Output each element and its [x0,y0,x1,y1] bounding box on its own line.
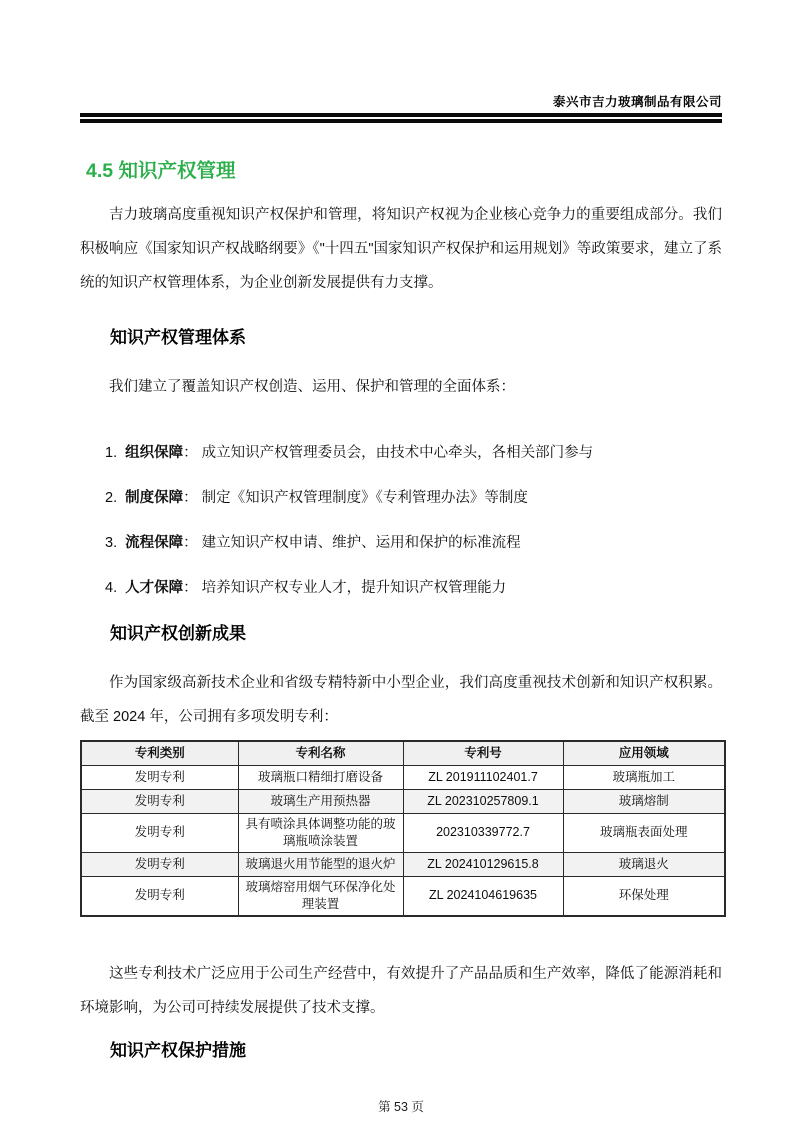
cell-patent-name: 具有喷涂具体调整功能的玻璃瓶喷涂装置 [238,813,403,852]
cell-application-field: 玻璃瓶表面处理 [563,813,725,852]
patent-table [80,740,726,917]
list-item [105,577,722,599]
list-item-number: 1. [105,444,118,461]
cell-patent-number: ZL 202410129615.8 [403,852,563,876]
list-item [105,442,722,464]
header-divider-bottom-line [80,119,722,123]
table-row [81,876,725,916]
cell-application-field: 玻璃熔制 [563,789,725,813]
subheading-management-system: 知识产权管理体系 [110,327,246,347]
cell-patent-name: 玻璃退火用节能型的退火炉 [238,852,403,876]
table-row [81,789,725,813]
list-item [105,487,722,509]
list-item-term: 流程保障 [125,534,184,551]
list-item-separator: ： [183,444,198,461]
list-item-number: 2. [105,489,118,506]
cell-patent-type: 发明专利 [81,813,238,852]
section-title: 4.5 知识产权管理 [86,159,236,182]
subheading-innovation-achievements: 知识产权创新成果 [110,623,246,643]
column-header-application-field: 应用领域 [563,741,725,766]
subheading-protection-measures: 知识产权保护措施 [110,1040,246,1060]
cell-patent-name: 玻璃生产用预热器 [238,789,403,813]
cell-patent-type: 发明专利 [81,876,238,916]
cell-patent-number: ZL 202310257809.1 [403,789,563,813]
list-item-number: 3. [105,534,118,551]
list-item-term: 组织保障 [125,444,184,461]
cell-patent-number: 202310339772.7 [403,813,563,852]
cell-patent-number: ZL 201911102401.7 [403,765,563,789]
cell-patent-number: ZL 2024104619635 [403,876,563,916]
company-name: 泰兴市吉力玻璃制品有限公司 [552,95,722,109]
cell-patent-name: 玻璃熔窑用烟气环保净化处理装置 [238,876,403,916]
cell-patent-name: 玻璃瓶口精细打磨设备 [238,765,403,789]
column-header-patent-number: 专利号 [403,741,563,766]
page-header [80,0,722,123]
cell-application-field: 玻璃退火 [563,852,725,876]
innovation-lead-paragraph: 作为国家级高新技术企业和省级专精特新中小型企业，我们高度重视技术创新和知识产权积累。截至 2024 年，公司拥有多项发明专利： [80,674,722,725]
list-item-description: 制定《知识产权管理制度》《专利管理办法》等制度 [201,489,528,506]
list-item-number: 4. [105,579,118,596]
page-number: 第 53 页 [378,1099,424,1114]
header-divider [80,113,722,123]
cell-application-field: 环保处理 [563,876,725,916]
patent-table-header-row [81,741,725,766]
column-header-patent-type: 专利类别 [81,741,238,766]
table-row [81,852,725,876]
table-row [81,813,725,852]
patent-table-container [80,740,722,917]
list-item-term: 人才保障 [125,579,184,596]
table-row [81,765,725,789]
cell-patent-type: 发明专利 [81,789,238,813]
column-header-patent-name: 专利名称 [238,741,403,766]
cell-patent-type: 发明专利 [81,852,238,876]
system-lead-paragraph: 我们建立了覆盖知识产权创造、运用、保护和管理的全面体系： [109,378,515,395]
list-item-description: 建立知识产权申请、维护、运用和保护的标准流程 [201,534,521,551]
patents-impact-paragraph: 这些专利技术广泛应用于公司生产经营中，有效提升了产品品质和生产效率，降低了能源消耗和环境影响，为公司可持续发展提供了技术支撑。 [80,965,722,1016]
cell-application-field: 玻璃瓶加工 [563,765,725,789]
list-item [105,532,722,554]
intro-paragraph: 吉力玻璃高度重视知识产权保护和管理，将知识产权视为企业核心竞争力的重要组成部分。我们积极响应《国家知识产权战略纲要》《"十四五"国家知识产权保护和运用规划》等政策要求，建立了系统的知识产权管理体系，为企业创新发展提供有力支撑。 [80,206,722,291]
list-item-description: 培养知识产权专业人才，提升知识产权管理能力 [201,579,507,596]
cell-patent-type: 发明专利 [81,765,238,789]
list-item-term: 制度保障 [125,489,184,506]
list-item-separator: ： [183,579,198,596]
guarantee-list [105,442,722,599]
list-item-separator: ： [183,534,198,551]
list-item-separator: ： [183,489,198,506]
list-item-description: 成立知识产权管理委员会，由技术中心牵头，各相关部门参与 [201,444,594,461]
